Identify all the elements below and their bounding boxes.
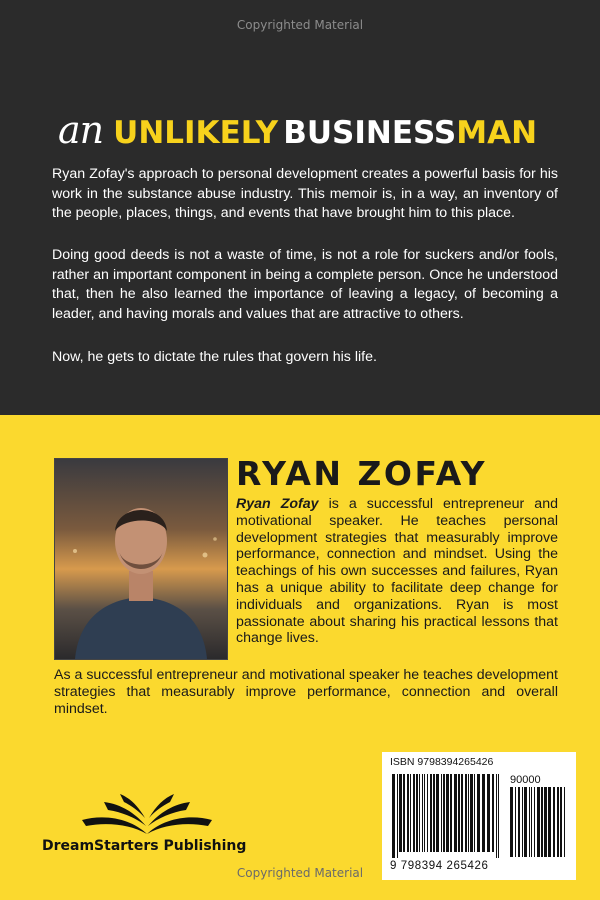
title-man: MAN <box>456 115 538 151</box>
title-business: BUSINESS <box>283 115 457 151</box>
title-unlikely: UNLIKELY <box>113 115 279 151</box>
price-barcode-bars <box>510 787 568 857</box>
watermark-top: Copyrighted Material <box>236 18 364 32</box>
watermark-bottom: Copyrighted Material <box>236 866 364 880</box>
book-title <box>58 108 578 156</box>
isbn-label: ISBN 9798394265426 <box>390 756 494 768</box>
author-name: RYAN ZOFAY <box>236 454 488 493</box>
publisher-logo <box>42 790 252 840</box>
description-paragraph-2: Doing good deeds is not a waste of time, is not a role for suckers and/or fools, rather an important component in being a complete person. Once he understood that, then he also learned the importance of leaving a legacy, of becoming a leader, and having morals and values that are attractive to others. <box>52 247 558 322</box>
author-bio-text: is a successful entrepreneur and motivational speaker. He teaches personal development strategies that measurably improve performance, connection and mindset. Using the teachings of his own successes and failures, Ryan has a unique ability to facilitate deep change for individuals and organizations. Ryan is most passionate about sharing his practical lessons that change lives. <box>236 496 558 647</box>
description-paragraph-3: Now, he gets to dictate the rules that govern his life. <box>52 349 377 365</box>
author-bio-continued: As a successful entrepreneur and motivational speaker he teaches development strategies that measurably improve performance, connection and overall mindset. <box>54 667 558 717</box>
barcode-bars <box>392 774 502 858</box>
publisher-name: DreamStarters Publishing <box>42 838 247 854</box>
isbn-digits: 9 798394 265426 <box>390 860 489 872</box>
open-book-icon <box>42 790 252 836</box>
author-photo <box>54 458 228 660</box>
isbn-barcode <box>382 752 576 880</box>
description-paragraph-1: Ryan Zofay's approach to personal development creates a powerful basis for his work in the substance abuse industry. This memoir is, in a way, an inventory of the people, places, things, and events that have brought him to this place. <box>52 166 558 221</box>
author-bio-lead: Ryan Zofay <box>236 496 319 512</box>
title-an: an <box>58 108 104 152</box>
price-code: 90000 <box>510 774 541 786</box>
author-bio <box>236 496 558 647</box>
